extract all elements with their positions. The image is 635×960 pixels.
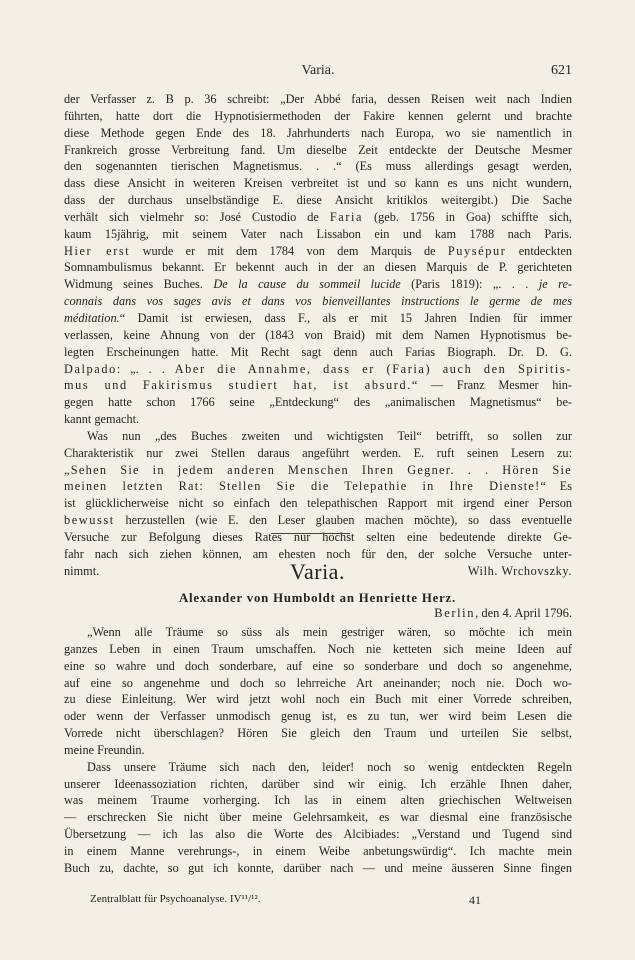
review-paragraph-1: [64, 91, 572, 428]
text-line: méditation.“ Damit ist erwiesen, dass F., als er mit 15 Jahren Indien für immer: [64, 310, 572, 325]
article-title: Alexander von Humboldt an Henriette Herz.: [178, 591, 457, 605]
letter-text: [64, 624, 572, 877]
spaced-emphasis: bewusst: [64, 513, 115, 528]
page-number: 621: [551, 63, 572, 78]
text-line: [64, 293, 572, 310]
text-line: — erschrecken Sie nicht über meine Gelehrsamkeit, es war diesmal eine französische: [64, 810, 572, 825]
french-quotation: connais dans vos sages avis et dans vos bienveillantes instructions le germe de mes: [64, 294, 572, 309]
sheet-number: 41: [469, 893, 481, 907]
text-line: den sogenannten tierischen Magnetismus. . .“ (Es muss allerdings gesagt werden,: [64, 159, 572, 174]
letter-paragraph-1: [64, 624, 572, 759]
text-line: oder wenn der Verfasser unmodisch genug ist, es zu tun, wer wird beim Lesen die: [64, 709, 572, 724]
running-header: [64, 63, 572, 81]
text-line: in einem Manne verehrungs-, in einem Weibe anbetungswürdig“. Ich machte mein: [64, 843, 572, 858]
text-line: gegen hatte schon 1766 seine „Entdeckung“ des „animalischen Magnetismus“ be-: [64, 395, 572, 410]
text-line: Widmung seines Buches. De la cause du sommeil lucide (Paris 1819): „. . . je re-: [64, 277, 572, 292]
text-line: Was nun „des Buches zweiten und wichtigsten Teil“ betrifft, so sollen zur: [87, 428, 572, 443]
text-line: ganzes Leben in einen Traum umschaffen. Noch nie ketteten sich meine Ideen auf: [64, 641, 572, 656]
text-line: bewusst herzustellen (wie E. den Leser glauben machen möchte), so dass eventuelle: [64, 513, 572, 528]
text-line: Vorrede nicht überschlagen? Hören Sie gleich den Traum und urteilen Sie selbst,: [64, 726, 572, 741]
text-line: ist glücklicherweise nicht so einfach den telepathischen Rapport mit irgend einer Person: [64, 496, 572, 511]
section-title: Varia.: [290, 559, 345, 584]
page-footer: [64, 893, 572, 909]
text-line: verhält sich vielmehr so: José Custodio de Faria (geb. 1756 in Goa) schiffte sich,: [64, 209, 572, 224]
text-line: „Wenn alle Träume so süss als mein gestriger wären, so möchte ich mein: [87, 625, 572, 639]
text-line: Somnambulismus bekannt. Er bekennt auch in der an diesen Marquis de P. gerichteten: [64, 260, 572, 275]
text-line: was meinem Traume vorherging. Ich las in einem alten griechischen Weltweisen: [64, 793, 572, 808]
text-line: auf eine so angenehme und doch so lehrreiche Art aneinander; noch nie. Doch wo-: [64, 675, 572, 690]
text-line: „Sehen Sie in jedem anderen Menschen Ihren Gegner. . . Hören Sie: [64, 462, 572, 477]
text-line: Dass unsere Träume sich nach den, leider! noch so wenig entdeckten Regeln: [87, 759, 572, 774]
letter-dateline: [434, 606, 572, 621]
dateline-place: Berlin: [434, 606, 476, 620]
text-line: kannt gemacht.: [64, 412, 140, 427]
section-divider: [271, 533, 350, 534]
text-line: Buch zu, dachte, so gut ich konnte, darüber nach — und meine äusseren Sinne fingen: [64, 860, 572, 875]
text-line: fahr nach sich ziehen können, am ehesten noch für den, der solche Versuche unter-: [64, 546, 572, 561]
review-continuation: [64, 91, 572, 579]
text-line: Übersetzung — ich las also die Worte des Alcibiades: „Verstand und Tugend sind: [64, 827, 572, 842]
text-line: unserer Ideenassoziation richten, darüber sind wir einig. Ich erzähle Ihnen daher,: [64, 776, 572, 791]
text-line: meinen letzten Rat: Stellen Sie die Telepathie in Ihre Dienste!“ Es: [64, 479, 572, 494]
review-signature: Wilh. Wrchovszky.: [467, 563, 572, 578]
text-line: meine Freundin.: [64, 742, 145, 757]
text-line: diese Methode gegen Ende des 18. Jahrhunderts nach Europa, wo sie namentlich in: [64, 125, 572, 140]
book-title: De la cause du sommeil lucide: [213, 277, 401, 292]
spaced-quotation: mus und Fakirismus studiert hat, ist absurd.: [64, 378, 412, 393]
text-line: der Verfasser z. B p. 36 schreibt: „Der Abbé faria, dessen Reisen weit nach Indien: [64, 92, 572, 106]
text-line: verlassen, keine Ahnung von der (1843 von Braid) mit dem Namen Hypnotismus be-: [64, 327, 572, 342]
text-line: führten, hatte dort die Hypnotisiermethoden der Fakire kennen gelernt und brachte: [64, 108, 572, 123]
text-line: Frankreich grosse Verbreitung fand. Um dieselbe Zeit entdeckte der Deutsche Mesmer: [64, 142, 572, 157]
spaced-name: Dalpado: [64, 361, 117, 376]
text-line: Versuche zur Befolgung dieses Rates nur höchst selten eine bedeutende direkte Ge-: [64, 529, 572, 544]
letter-paragraph-2: [64, 759, 572, 877]
spaced-quotation: Aber die Annahme, dass er (Faria) auch den Spiritis-: [174, 361, 572, 376]
spaced-name: Faria: [329, 209, 364, 224]
text-line: dass der durchaus unselbständige E. diese Ansicht kritiklos weitergibt.) Die Sache: [64, 193, 572, 208]
spaced-emphasis: Hier erst: [64, 243, 131, 258]
journal-signature: Zentralblatt für Psychoanalyse. IV¹¹/¹².: [90, 893, 261, 905]
text-line: dass diese Ansicht in weiteren Kreisen verbreitet ist und so kann es uns nicht wundern,: [64, 176, 572, 191]
text-line: Hier erst wurde er mit dem 1784 von dem Marquis de Puysépur entdeckten: [64, 243, 572, 258]
spaced-name: Puysépur: [447, 243, 507, 258]
text-line: kaum 15jährig, mit seinem Vater nach Lissabon ein und kam 1788 nach Paris.: [64, 226, 572, 241]
text-line: Dalpado: „. . . Aber die Annahme, dass er (Faria) auch den Spiritis-: [64, 361, 572, 376]
dateline-date: , den 4. April 1796.: [475, 606, 572, 620]
running-title: Varia.: [301, 63, 335, 78]
spaced-quotation: meinen letzten Rat: Stellen Sie die Telepathie in Ihre Dienste!: [64, 479, 541, 494]
text-line: nimmt. Wilh. Wrchovszky.: [64, 563, 572, 578]
text-line: mus und Fakirismus studiert hat, ist absurd.“ — Franz Mesmer hin-: [64, 378, 572, 393]
text-line: eine so wahre und doch sonderbare, auf eine so sonderbare und doch so angenehme,: [64, 658, 572, 673]
text-line: legten Erscheinungen hatte. Mit Recht sagt denn auch Farias Biograph. Dr. D. G.: [64, 344, 572, 359]
review-paragraph-2: [64, 428, 572, 580]
text-line: zu diese Einleitung. Wer wird jetzt wohl noch ein Buch mit einer Vorrede schreiben,: [64, 692, 572, 707]
text-line: Charakteristik nur zwei Stellen daraus angeführt werden. E. ruft seinen Lesern zu:: [64, 445, 572, 460]
